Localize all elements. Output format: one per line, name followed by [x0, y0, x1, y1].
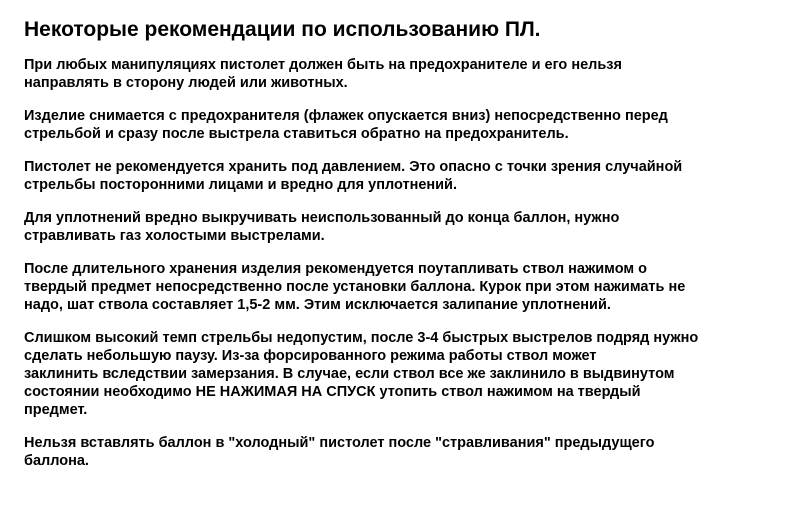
text-line: При любых манипуляциях пистолет должен быть на предохранителе и его нельзя [24, 57, 622, 73]
document [24, 18, 776, 485]
text-line: баллона. [24, 453, 89, 469]
text-line: направлять в сторону людей или животных. [24, 75, 348, 91]
text-line: стрельбой и сразу после выстрела ставиться обратно на предохранитель. [24, 126, 569, 142]
page-title: Некоторые рекомендации по использованию ПЛ. [24, 18, 541, 41]
paragraph-7 [24, 434, 776, 470]
paragraph-6 [24, 329, 776, 419]
text-line: стрельбы посторонними лицами и вредно для уплотнений. [24, 177, 458, 193]
paragraph-4 [24, 209, 776, 245]
paragraph-5 [24, 260, 776, 314]
text-line: Пистолет не рекомендуется хранить под давлением. Это опасно с точки зрения случайной [24, 159, 683, 175]
text-line: Изделие снимается с предохранителя (флажек опускается вниз) непосредственно перед [24, 108, 668, 124]
text-line: стравливать газ холостыми выстрелами. [24, 228, 325, 244]
text-line: заклинить вследствии замерзания. В случае, если ствол все же заклинило в выдвинутом [24, 366, 675, 382]
text-line: надо, шат ствола составляет 1,5-2 мм. Этим исключается залипание уплотнений. [24, 297, 611, 313]
text-line: твердый предмет непосредственно после установки баллона. Курок при этом нажимать не [24, 279, 686, 295]
paragraph-3 [24, 158, 776, 194]
text-line: сделать небольшую паузу. Из-за форсированного режима работы ствол может [24, 348, 597, 364]
text-line: После длительного хранения изделия рекомендуется поутапливать ствол нажимом о [24, 261, 647, 277]
paragraph-1 [24, 56, 776, 92]
text-line: Для уплотнений вредно выкручивать неиспользованный до конца баллон, нужно [24, 210, 620, 226]
text-line: Нельзя вставлять баллон в "холодный" пистолет после "стравливания" предыдущего [24, 435, 655, 451]
text-line: Слишком высокий темп стрельбы недопустим, после 3-4 быстрых выстрелов подряд нужно [24, 330, 699, 346]
paragraph-2 [24, 107, 776, 143]
text-line: состоянии необходимо НЕ НАЖИМАЯ НА СПУСК утопить ствол нажимом на твердый [24, 384, 641, 400]
text-line: предмет. [24, 402, 88, 418]
